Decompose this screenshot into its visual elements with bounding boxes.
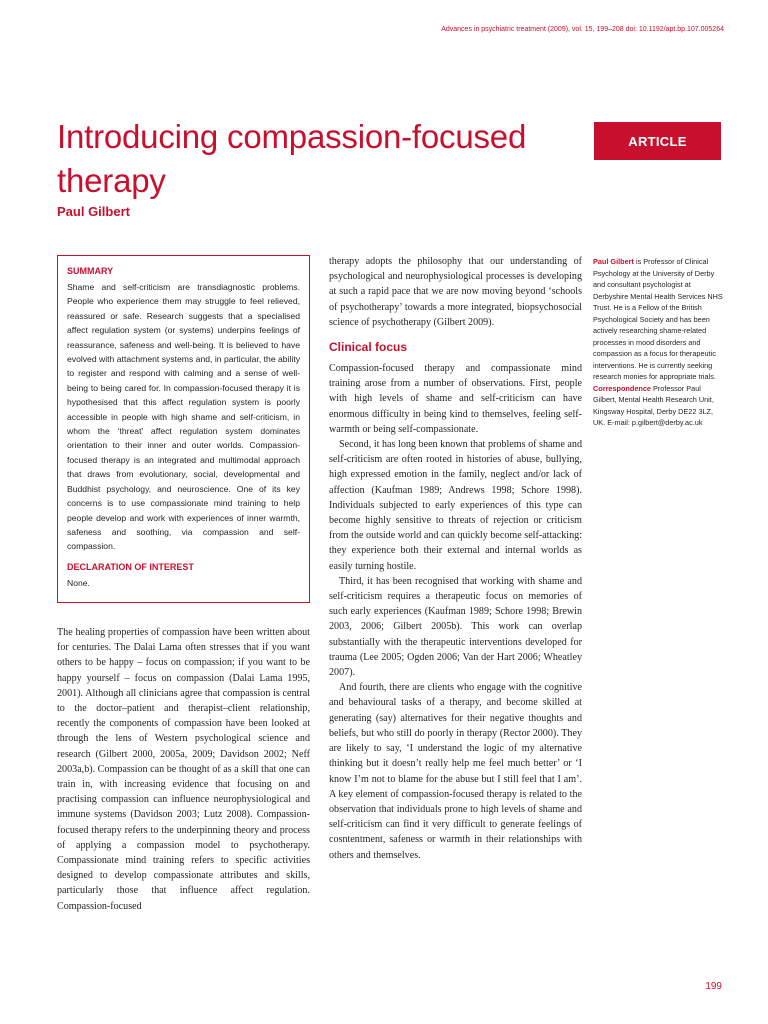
body-paragraph: Second, it has long been known that problems of shame and self-criticism are often rooted in histories of abuse, bullying, high expressed emotion in the family, neglect and/or lack of affection (Kaufman 1989; Andrews 1998; Schore 1998). Individuals subjected to early experiences of this type can become highly sensitive to threats of rejection or criticism from the outside world and can quickly become self-attacking: they experience both their external and internal worlds as easily turning hostile. — [329, 439, 582, 572]
correspondence — [593, 383, 725, 429]
body-paragraph: therapy adopts the philosophy that our understanding of psychological and neurophysiological processes is developing at such a rapid pace that we are now moving beyond ‘schools of psychotherapy’ towards a more integrated, biopsychosocial science of psychotherapy (Gilbert 2009). — [329, 256, 582, 328]
body-paragraph: The healing properties of compassion have been written about for centuries. The Dalai Lama often stresses that if you want others to be happy – focus on compassion; if you want to be happy yourself – focus on compassion (Dalai Lama 1995, 2001). Although all clinicians agree that compassion is central to the doctor–patient and therapist–client relationship, recently the components of compassion have been looked at through the lens of Western psychological science and research (Gilbert 2000, 2005a, 2009; Davidson 2002; Neff 2003a,b). Compassion can be thought of as a skill that one can train in, with increasing evidence that focusing on and practising compassion can influence neurophysiological and immune systems (Davidson 2003; Lutz 2008). Compassion-focused therapy refers to the underpinning theory and process of applying a compassion model to psychotherapy. Compassionate mind training refers to specific activities designed to develop compassionate attributes and skills, particularly those that influence affect regulation. Compassion-focused — [57, 627, 310, 912]
correspondence-label: Correspondence — [593, 383, 651, 393]
body-paragraph: Compassion-focused therapy and compassionate mind training arose from a number of observations. First, people with high levels of shame and self-criticism can have enormous difficulty in being kind to themselves, feeling self-warmth or being self-compassionate. — [329, 363, 582, 435]
author-note-name: Paul Gilbert — [593, 257, 634, 266]
summary-box — [57, 255, 310, 603]
summary-text: Shame and self-criticism are transdiagnostic problems. People who experience them may struggle to feel relieved, reassured or safe. Research suggests that a specialised affect regulation system (or systems) underpins feelings of reassurance, safeness and well-being. It is believed to have evolved with attachment systems and, in particular, the ability to register and respond with calming and a sense of well-being to being cared for. In compassion-focused therapy it is hypothesised that this affect regulation system is poorly accessible in people with high shame and self-criticism, in whom the ‘threat’ affect regulation system dominates orientation to their inner and outer worlds. Compassion-focused therapy is an integrated and multimodal approach that draws from evolutionary, social, developmental and Buddhist psychology, and neuroscience. One of its key concerns is to use compassionate mind training to help people develop and work with experiences of inner warmth, safeness and soothing, via compassion and self-compassion. — [67, 282, 300, 552]
page-number: 199 — [705, 981, 722, 992]
body-column-left — [57, 625, 310, 914]
body-paragraph: And fourth, there are clients who engage with the cognitive and behavioural tasks of a therapy, and become skilled at generating (say) alternatives for their negative thoughts and beliefs, but who still do poorly in therapy (Rector 2000). They are likely to say, ‘I understand the logic of my alternative thinking but it doesn’t really help me feel much better’ or ‘I know I’m not to blame for the abuse but I still feel that I am’. A key element of compassion-focused therapy is related to the observation that individuals prone to high levels of shame and self-criticism can find it very difficult to generate feelings of cosntentment, safeness or warmth in their relationships with others and themselves. — [329, 682, 582, 861]
body-column-middle — [329, 254, 582, 863]
author-note-bio-text: is Professor of Clinical Psychology at the University of Derby and consultant psychologist at Derbyshire Mental Health Services NHS Trust. He is a Fellow of the British Psychological Society and has been actively researching shame-related processes in mood disorders and compassion as a focus for therapeutic interventions. He is currently seeking research monies for appropriate trials. — [593, 257, 723, 381]
declaration-text: None. — [67, 577, 90, 588]
author-note — [593, 256, 725, 429]
journal-citation: Advances in psychiatric treatment (2009), vol. 15, 199–208 doi: 10.1192/apt.bp.107.005264 — [441, 26, 724, 33]
body-paragraph: Third, it has been recognised that working with shame and self-criticism requires a therapeutic focus on memories of such early experiences (Kaufman 1989; Schore 1998; Brewin 2003, 2006; Gilbert 2005b). This work can overlap substantially with the therapeutic interventions developed for trauma (Lee 2005; Ogden 2006; Van der Hart 2006; Wheatley 2007). — [329, 575, 582, 679]
article-author: Paul Gilbert — [57, 204, 130, 219]
summary-heading: SUMMARY — [67, 266, 114, 276]
declaration-heading: DECLARATION OF INTEREST — [67, 561, 194, 572]
correspondence-text: Professor Paul Gilbert, Mental Health Research Unit, Kingsway Hospital, Derby DE22 3LZ, UK. E-mail: p.gilbert@derby.ac.uk — [593, 383, 714, 427]
article-title: Introducing compassion-focused therapy — [57, 118, 527, 199]
article-type-badge: ARTICLE — [594, 122, 721, 160]
section-heading-clinical-focus: Clinical focus — [329, 340, 408, 355]
author-bio — [593, 256, 725, 383]
